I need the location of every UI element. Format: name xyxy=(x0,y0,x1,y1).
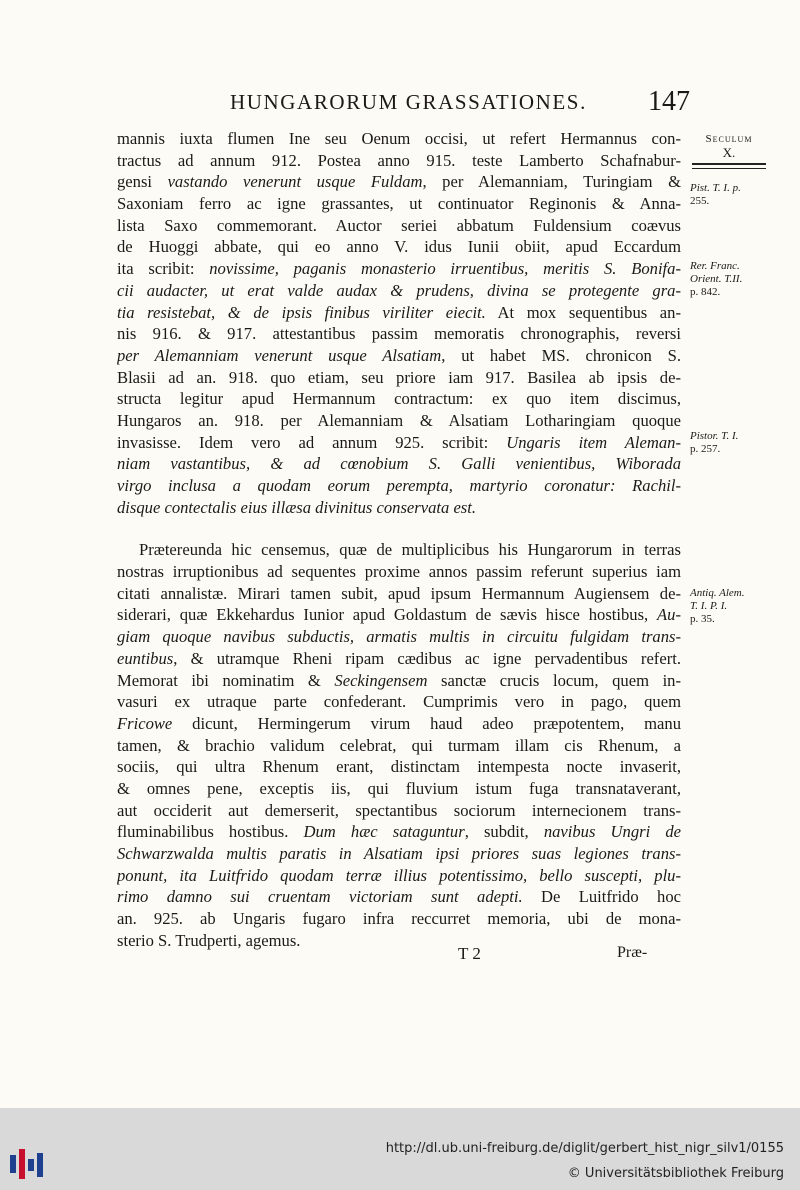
paragraph-2 xyxy=(117,539,681,951)
text-run: fluminabilibus hostibus. xyxy=(117,822,304,842)
text-line: Blasii ad an. 918. quo etiam, seu priore iam 917. Basilea ab ipsis de- xyxy=(117,367,681,387)
text-line xyxy=(117,670,681,692)
text-line: de Huoggi abbate, qui eo anno V. idus Iunii obiit, apud Eccardum xyxy=(117,237,681,257)
seculum-label: Seculum xyxy=(705,133,753,145)
margin-note-antiq-alem xyxy=(690,587,770,626)
text-run: dicunt, Hermingerum virum haud adeo præpotentem, manu xyxy=(172,713,681,733)
text-run-italic: novissime, paganis monasterio irruentibus, meritis S. Bonifa- xyxy=(209,259,681,279)
text-run-italic: tia resistebat, & de ipsis finibus viriliter eiecit. xyxy=(117,302,486,322)
text-line: citati annalistæ. Mirari tamen subit, apud ipsum Hermannum Augiensem de- xyxy=(117,583,681,603)
text-run-italic: navibus Ungri de xyxy=(543,822,681,842)
text-line: Schwarzwalda multis paratis in Alsatiam ipsi priores suas legiones trans- xyxy=(117,844,681,863)
text-run: ita scribit: xyxy=(117,259,210,279)
text-line xyxy=(117,171,681,193)
page-number: 147 xyxy=(648,86,690,117)
text-run: siderari, quæ Ekkehardus Iunior apud Goldastum de sævis hisce hostibus, xyxy=(117,605,658,625)
text-run: At mox sequentibus an- xyxy=(485,302,681,322)
text-line: virgo inclusa a quodam eorum perempta, martyrio coronatur: Rachil- xyxy=(117,476,681,495)
text-line: Saxoniam ferro ac igne grassantes, ut continuator Reginonis & Anna- xyxy=(117,194,681,214)
margin-note-line: p. 257. xyxy=(690,443,721,455)
text-run-italic: Au- xyxy=(657,605,681,625)
text-line: aut occiderit aut demerserit, spectantibus sociorum internecionem trans- xyxy=(117,800,681,820)
text-line: & omnes pene, exceptis iis, qui fluvium istum fuga transnataverant, xyxy=(117,778,681,798)
text-line: cii audacter, ut erat valde audax & prudens, divina se protegente gra- xyxy=(117,280,681,300)
text-run: , per Alemanniam, Turingiam & xyxy=(422,172,681,192)
margin-note-pistorius-1 xyxy=(690,182,770,208)
signature-mark: T 2 xyxy=(458,944,481,963)
text-line: tamen, & brachio validum celebrat, qui turmam illam cis Rhenum, a xyxy=(117,735,681,755)
text-run: sanctæ crucis locum, quem in- xyxy=(427,670,681,690)
seculum-rule xyxy=(692,163,766,169)
margin-note-line: Pistor. T. I. xyxy=(690,430,739,442)
text-run-italic: Fricowe xyxy=(117,713,173,733)
text-line: nis 916. & 917. attestantibus passim memoratis chronographis, reversi xyxy=(117,324,681,344)
paragraph-1 xyxy=(117,128,681,518)
text-line: disque contectalis eius illæsa divinitus conservata est. xyxy=(117,497,477,517)
text-line: nostras irruptionibus ad sequentes proxime annos passim referunt superius iam xyxy=(117,562,681,582)
text-line xyxy=(117,258,681,280)
text-run: , ut habet MS. chronicon S. xyxy=(441,345,681,365)
text-line xyxy=(117,432,681,454)
margin-note-line: Antiq. Alem. xyxy=(690,587,745,599)
margin-note-line: Rer. Franc. xyxy=(690,260,740,272)
seculum-number: X. xyxy=(722,145,736,160)
text-line xyxy=(117,302,681,324)
text-line: ponunt, ita Luitfrido quodam terræ illius potentissimo, bello suscepti, plu- xyxy=(117,865,681,885)
copyright-notice: © Universitätsbibliothek Freiburg xyxy=(567,1166,784,1181)
text-line xyxy=(117,821,681,843)
text-line: vasuri ex utraque parte confederant. Cumprimis vero in pago, quem xyxy=(117,692,681,712)
text-line xyxy=(117,604,681,626)
seculum-marker xyxy=(690,133,768,169)
text-run: invasisse. Idem vero ad annum 925. scribit: xyxy=(117,432,507,452)
text-line: mannis iuxta flumen Ine seu Oenum occisi, ut refert Hermannus con- xyxy=(117,129,681,148)
text-run-italic: Ungaris item Aleman- xyxy=(506,432,681,452)
text-run: , subdit, xyxy=(464,822,544,842)
text-run: De Luitfrido hoc xyxy=(522,887,681,907)
text-line: sociis, qui ultra Rhenum erant, distinctam intempesta nocte invaserit, xyxy=(117,757,681,777)
margin-note-line: p. 35. xyxy=(690,613,715,625)
running-title: HUNGARORUM GRASSATIONES. xyxy=(230,90,587,114)
text-line: sterio S. Trudperti, agemus. xyxy=(117,930,301,950)
text-line: Prætereunda hic censemus, quæ de multiplicibus his Hungarorum in terras xyxy=(139,540,681,560)
margin-note-line: Orient. T.II. xyxy=(690,273,743,285)
text-run: Memorat ibi nominatim & xyxy=(117,670,335,690)
text-line xyxy=(117,886,681,908)
text-run-italic: euntibus xyxy=(117,648,174,668)
margin-note-line: Pist. T. I. p. xyxy=(690,182,741,194)
main-text xyxy=(117,128,681,951)
university-library-logo-icon xyxy=(10,1141,46,1183)
text-line: giam quoque navibus subductis, armatis multis in circuitu fulgidam trans- xyxy=(117,627,681,647)
text-line: lista Saxo commemorant. Auctor seriei abbatum Fuldensium coævus xyxy=(117,215,681,235)
running-head xyxy=(230,86,690,122)
text-line xyxy=(117,648,681,670)
text-run-italic: rimo damno sui cruentam victoriam sunt adepti. xyxy=(117,887,523,907)
text-line: Hungaros an. 918. per Alemanniam & Alsatiam Lotharingiam quoque xyxy=(117,410,681,430)
library-footer-bar xyxy=(0,1108,800,1190)
text-run-italic: per Alemanniam venerunt usque Alsatiam xyxy=(117,345,442,365)
source-url-link[interactable]: http://dl.ub.uni-freiburg.de/diglit/gerbert_hist_nigr_silv1/0155 xyxy=(385,1141,784,1156)
margin-note-line: 255. xyxy=(690,195,710,207)
text-line: tractus ad annum 912. Postea anno 915. teste Lamberto Schafnabur- xyxy=(117,150,681,170)
text-line: structa legitur apud Hermannum contractum: ex quo item discimus, xyxy=(117,389,681,409)
text-line: niam vastantibus, & ad cœnobium S. Galli venientibus, Wiborada xyxy=(117,454,681,474)
text-run: , & utramque Rheni ripam cædibus ac igne pervadentibus refert. xyxy=(173,648,681,668)
text-run-italic: Seckingensem xyxy=(334,670,428,690)
margin-note-line: p. 842. xyxy=(690,286,721,298)
text-run-italic: Dum hæc sataguntur xyxy=(303,822,465,842)
margin-note-pistorius-2 xyxy=(690,430,770,456)
text-line xyxy=(117,345,681,367)
text-run: gensi xyxy=(117,172,168,192)
text-line: an. 925. ab Ungaris fugaro infra reccurret memoria, ubi de mona- xyxy=(117,909,681,929)
text-run-italic: vastando venerunt usque Fuldam xyxy=(167,172,423,192)
margin-note-rer-franc xyxy=(690,260,770,299)
margin-note-line: T. I. P. I. xyxy=(690,600,728,612)
catchword: Præ- xyxy=(617,944,648,961)
text-line xyxy=(117,713,681,735)
